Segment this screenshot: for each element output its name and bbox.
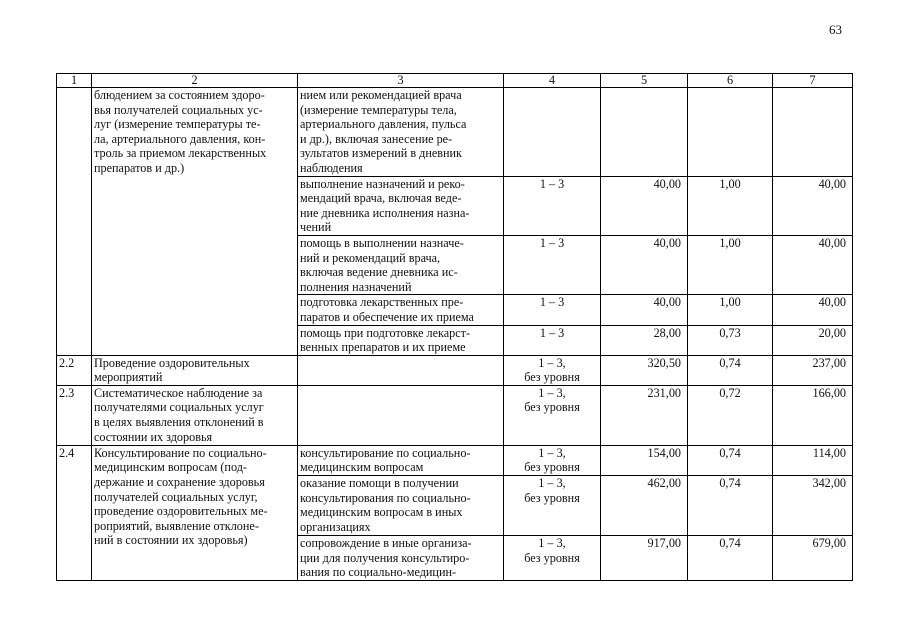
value-col7: 114,00 xyxy=(773,445,853,475)
value-col5: 917,00 xyxy=(601,536,688,581)
service-content: оказание помощи в получении консультирования по социально- медицинским вопросам в иных организациях xyxy=(298,476,504,536)
value-col5: 320,50 xyxy=(601,355,688,385)
level-range: 1 – 3 xyxy=(504,235,601,294)
level-range: 1 – 3, без уровня xyxy=(504,445,601,475)
value-col6: 0,73 xyxy=(688,325,773,355)
level-range: 1 – 3, без уровня xyxy=(504,385,601,445)
value-col5: 40,00 xyxy=(601,176,688,235)
value-col6 xyxy=(688,88,773,177)
value-col5: 231,00 xyxy=(601,385,688,445)
level-range: 1 – 3 xyxy=(504,295,601,325)
value-col5 xyxy=(601,88,688,177)
service-content: помощь при подготовке лекарст- венных препаратов и их приеме xyxy=(298,325,504,355)
value-col6: 0,74 xyxy=(688,476,773,536)
header-col-2: 2 xyxy=(92,74,298,88)
value-col6: 1,00 xyxy=(688,235,773,294)
value-col5: 40,00 xyxy=(601,235,688,294)
value-col6: 0,74 xyxy=(688,536,773,581)
service-name: Консультирование по социально- медицинским вопросам (под- держание и сохранение здоровья получателей социальных услуг, проведение оздоровительных ме- роприятий, выявление отклоне- ний в состоянии их здоровья) xyxy=(92,445,298,580)
value-col7: 20,00 xyxy=(773,325,853,355)
value-col6: 0,74 xyxy=(688,445,773,475)
header-col-3: 3 xyxy=(298,74,504,88)
row-number: 2.3 xyxy=(57,385,92,445)
service-content: подготовка лекарственных пре- паратов и обеспечение их приема xyxy=(298,295,504,325)
level-range xyxy=(504,88,601,177)
level-range: 1 – 3, без уровня xyxy=(504,536,601,581)
page-number: 63 xyxy=(829,22,842,37)
value-col5: 28,00 xyxy=(601,325,688,355)
value-col5: 154,00 xyxy=(601,445,688,475)
service-content: помощь в выполнении назначе- ний и рекомендаций врача, включая ведение дневника ис- полнения назначений xyxy=(298,235,504,294)
level-range: 1 – 3, без уровня xyxy=(504,355,601,385)
table-row xyxy=(57,355,853,385)
table-row xyxy=(57,88,853,177)
row-number: 2.2 xyxy=(57,355,92,385)
header-col-1: 1 xyxy=(57,74,92,88)
service-content: выполнение назначений и реко- мендаций врача, включая веде- ние дневника исполнения назна- чений xyxy=(298,176,504,235)
value-col6: 0,72 xyxy=(688,385,773,445)
value-col6: 1,00 xyxy=(688,295,773,325)
header-col-4: 4 xyxy=(504,74,601,88)
value-col7: 40,00 xyxy=(773,235,853,294)
header-row xyxy=(57,74,853,88)
row-number xyxy=(57,88,92,356)
level-range: 1 – 3 xyxy=(504,325,601,355)
value-col5: 462,00 xyxy=(601,476,688,536)
value-col7: 342,00 xyxy=(773,476,853,536)
service-content: сопровождение в иные организа- ции для получения консультиро- вания по социально-медицин- xyxy=(298,536,504,581)
value-col7: 166,00 xyxy=(773,385,853,445)
value-col7: 40,00 xyxy=(773,295,853,325)
header-col-7: 7 xyxy=(773,74,853,88)
value-col6: 0,74 xyxy=(688,355,773,385)
service-name: блюдением за состоянием здоро- вья получателей социальных ус- луг (измерение температуры те- ла, артериального давления, кон- троль за приемом лекарственных препаратов и др.) xyxy=(92,88,298,356)
service-content xyxy=(298,385,504,445)
value-col5: 40,00 xyxy=(601,295,688,325)
value-col7: 40,00 xyxy=(773,176,853,235)
value-col7: 679,00 xyxy=(773,536,853,581)
service-content: нием или рекомендацией врача (измерение температуры тела, артериального давления, пульса и др.), включая занесение ре- зультатов измерений в дневник наблюдения xyxy=(298,88,504,177)
header-col-6: 6 xyxy=(688,74,773,88)
service-name: Систематическое наблюдение за получателями социальных услуг в целях выявления отклонений в состоянии их здоровья xyxy=(92,385,298,445)
table-row xyxy=(57,445,853,475)
value-col7: 237,00 xyxy=(773,355,853,385)
service-name: Проведение оздоровительных мероприятий xyxy=(92,355,298,385)
table-row xyxy=(57,385,853,445)
header-col-5: 5 xyxy=(601,74,688,88)
service-content xyxy=(298,355,504,385)
value-col7 xyxy=(773,88,853,177)
level-range: 1 – 3 xyxy=(504,176,601,235)
service-content: консультирование по социально- медицинским вопросам xyxy=(298,445,504,475)
level-range: 1 – 3, без уровня xyxy=(504,476,601,536)
row-number: 2.4 xyxy=(57,445,92,580)
services-table xyxy=(56,73,853,581)
value-col6: 1,00 xyxy=(688,176,773,235)
